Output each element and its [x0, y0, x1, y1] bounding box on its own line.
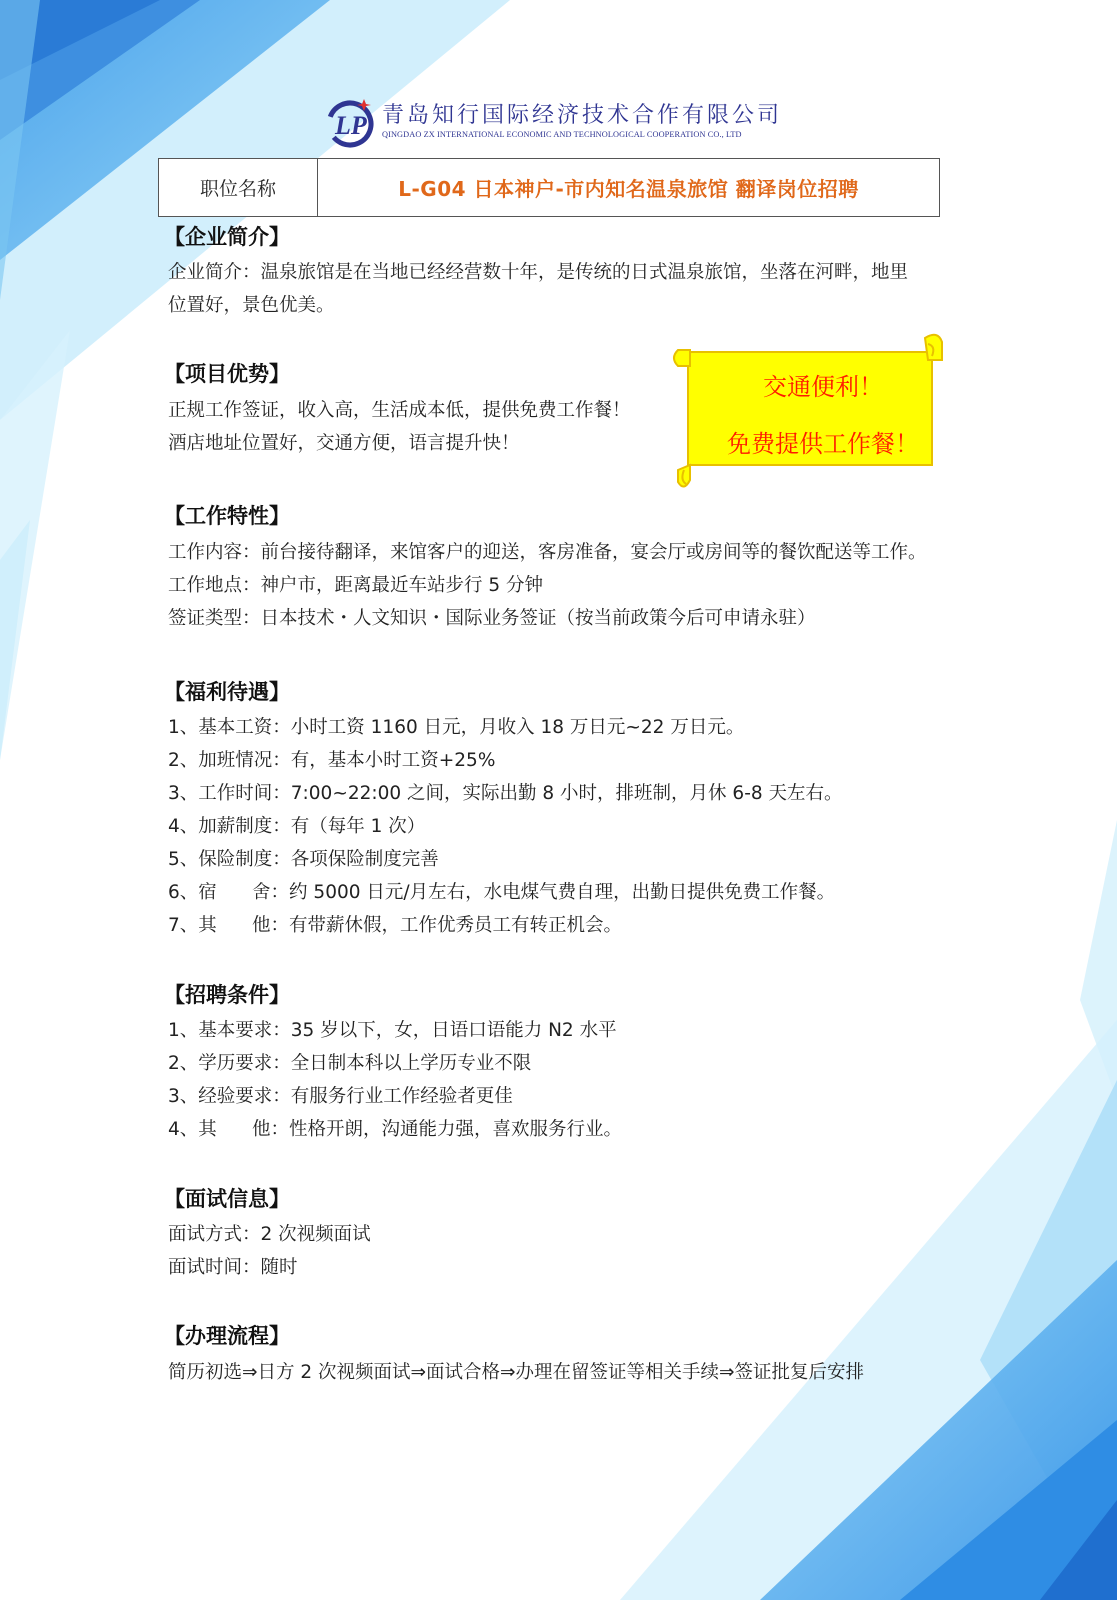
banner-line-transport: 交通便利！ [763, 373, 883, 401]
position-title: L-G04 日本神户-市内知名温泉旅馆 翻译岗位招聘 [398, 177, 859, 201]
section-title-interview: 【面试信息】 [164, 1187, 290, 1211]
benefit-line: 3、工作时间：7:00~22:00 之间，实际出勤 8 小时，排班制，月休 6-8 天左右。 [168, 783, 843, 804]
advantages-line: 正规工作签证，收入高，生活成本低，提供免费工作餐！ [168, 400, 631, 421]
section-title-process: 【办理流程】 [164, 1324, 290, 1348]
benefit-line: 1、基本工资：小时工资 1160 日元，月收入 18 万日元~22 万日元。 [168, 717, 745, 738]
company-name-en: QINGDAO ZX INTERNATIONAL ECONOMIC AND TECHNOLOGICAL COOPERATION CO., LTD [382, 130, 742, 139]
lp-logo-icon [324, 94, 380, 150]
position-title-table [158, 158, 940, 217]
requirement-line: 3、经验要求：有服务行业工作经验者更佳 [168, 1086, 513, 1107]
section-title-benefits: 【福利待遇】 [164, 680, 290, 704]
highlight-scroll-banner [670, 330, 960, 500]
work-line: 工作内容：前台接待翻译，来馆客户的迎送，客房准备，宴会厅或房间等的餐饮配送等工作。 [168, 542, 927, 563]
benefit-line: 5、保险制度：各项保险制度完善 [168, 849, 439, 870]
requirement-line: 1、基本要求：35 岁以下，女，日语口语能力 N2 水平 [168, 1020, 617, 1041]
benefit-line: 7、其 他：有带薪休假，工作优秀员工有转正机会。 [168, 915, 623, 936]
requirement-line: 4、其 他：性格开朗，沟通能力强，喜欢服务行业。 [168, 1119, 623, 1140]
company-line: 位置好，景色优美。 [168, 295, 335, 316]
interview-line: 面试时间：随时 [168, 1257, 298, 1278]
position-label: 职位名称 [159, 159, 318, 216]
process-line: 简历初选⇒日方 2 次视频面试⇒面试合格⇒办理在留签证等相关手续⇒签证批复后安排 [168, 1362, 865, 1383]
requirement-line: 2、学历要求：全日制本科以上学历专业不限 [168, 1053, 532, 1074]
company-line: 企业简介：温泉旅馆是在当地已经经营数十年，是传统的日式温泉旅馆，坐落在河畔，地里 [168, 262, 909, 283]
svg-text:LP: LP [335, 111, 367, 140]
section-title-requirements: 【招聘条件】 [164, 983, 290, 1007]
advantages-line: 酒店地址位置好，交通方便，语言提升快！ [168, 433, 520, 454]
benefit-line: 4、加薪制度：有（每年 1 次） [168, 816, 426, 837]
section-title-work: 【工作特性】 [164, 504, 290, 528]
work-line: 工作地点：神户市，距离最近车站步行 5 分钟 [168, 575, 544, 596]
interview-line: 面试方式：2 次视频面试 [168, 1224, 371, 1245]
section-title-advantages: 【项目优势】 [164, 362, 290, 386]
work-line: 签证类型：日本技术・人文知识・国际业务签证（按当前政策今后可申请永驻） [168, 608, 816, 629]
benefit-line: 2、加班情况：有，基本小时工资+25% [168, 750, 496, 771]
company-logo [324, 94, 794, 150]
company-name-cn: 青岛知行国际经济技术合作有限公司 [382, 103, 783, 128]
banner-line-meal: 免费提供工作餐！ [727, 430, 919, 458]
benefit-line: 6、宿 舍：约 5000 日元/月左右，水电煤气费自理，出勤日提供免费工作餐。 [168, 882, 836, 903]
section-title-company: 【企业简介】 [164, 225, 290, 249]
scroll-banner-shape [670, 330, 960, 500]
